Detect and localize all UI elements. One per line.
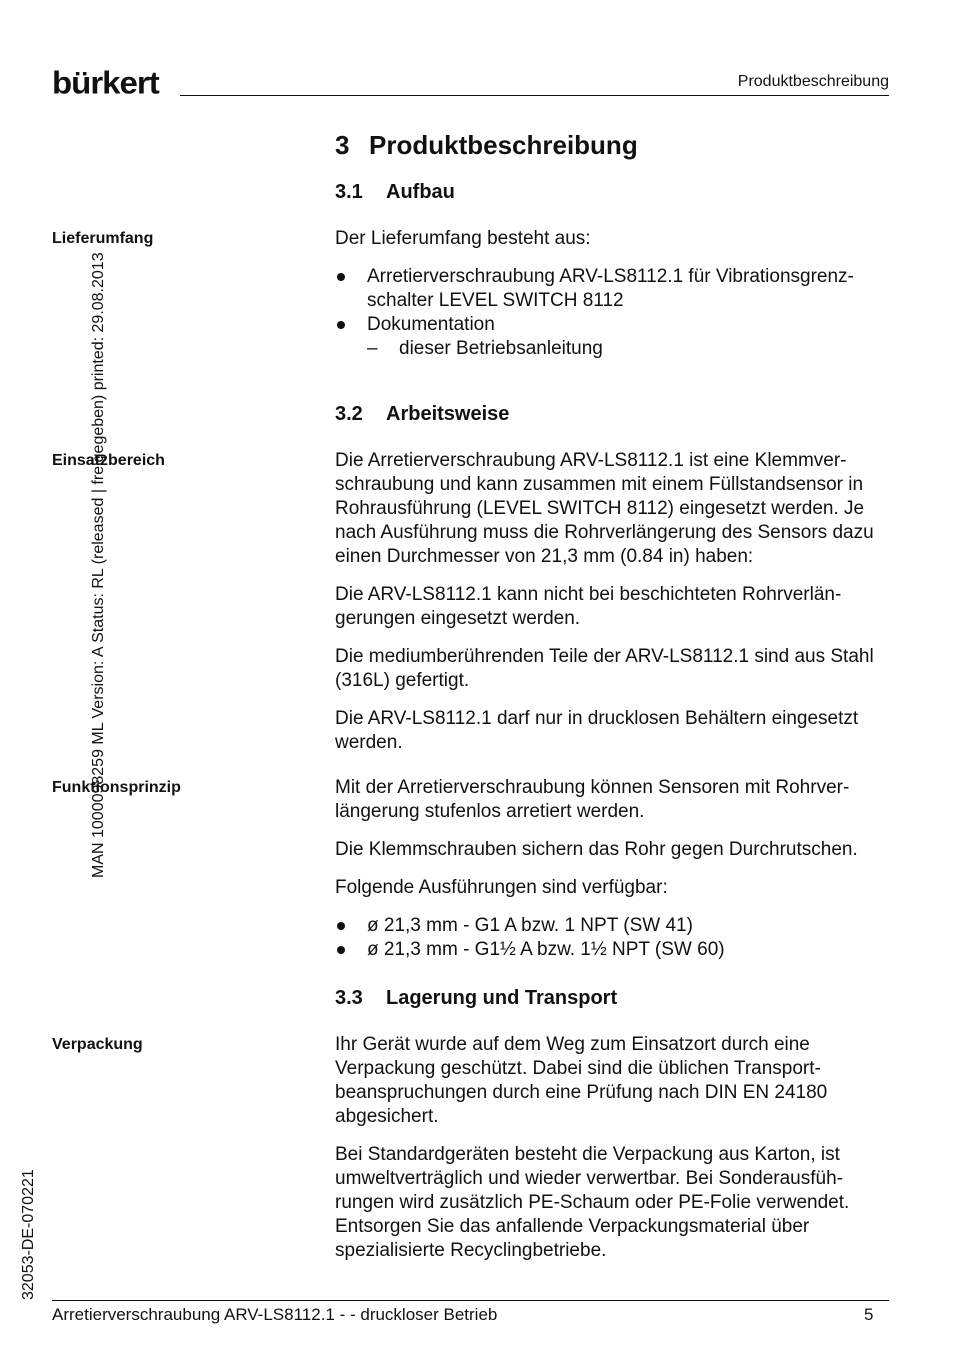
- section-3-3-body: [335, 1033, 891, 1263]
- sub-list-item: – dieser Betriebsanleitung: [335, 337, 891, 361]
- section-title: Lagerung und Transport: [386, 987, 618, 1009]
- section-3-2-heading: [335, 403, 509, 426]
- paragraph: Die ARV-LS8112.1 darf nur in drucklosen Behältern eingesetzt werden.: [335, 708, 859, 753]
- paragraph: Mit der Arretierverschraubung können Sensoren mit Rohrver-längerung stufenlos arretiert werden.: [335, 777, 850, 822]
- vertical-print-note: MAN 1000098259 ML Version: A Status: RL (released | freigegeben) printed: 29.08.2013: [90, 252, 107, 878]
- section-number: 3.3: [335, 987, 363, 1009]
- vertical-doc-id: 32053-DE-070221: [20, 1169, 37, 1300]
- paragraph: Bei Standardgeräten besteht die Verpackung aus Karton, ist umweltverträglich und wieder verwertbar. Bei Sonderausfüh-rungen wird zusätzlich PE-Schaum oder PE-Folie verwendet. Entsorgen Sie das anfallende Verpackungsmaterial über spezialisierte Recyclingbetriebe.: [335, 1144, 850, 1261]
- section-title: Aufbau: [386, 181, 455, 203]
- paragraph: Der Lieferumfang besteht aus:: [335, 228, 591, 249]
- section-title: Arbeitsweise: [386, 403, 510, 425]
- section-number: 3.1: [335, 181, 363, 203]
- section-3-2-body-b: [335, 776, 891, 962]
- sidelabel-funktionsprinzip: Funktionsprinzip: [52, 779, 181, 796]
- paragraph: Die Klemmschrauben sichern das Rohr gegen Durchrutschen.: [335, 839, 858, 860]
- header-rule: [180, 95, 889, 96]
- footer-document-title: Arretierverschraubung ARV-LS8112.1 - - druckloser Betrieb: [52, 1305, 498, 1324]
- list-item: Arretierverschraubung ARV-LS8112.1 für Vibrationsgrenz-schalter LEVEL SWITCH 8112: [335, 265, 891, 313]
- list-item: Dokumentation: [335, 313, 891, 337]
- footer-rule: [52, 1300, 889, 1301]
- section-3-3-heading: [335, 987, 617, 1010]
- buerkert-logo: bürkert: [52, 64, 159, 101]
- section-number: 3.2: [335, 403, 363, 425]
- paragraph: Die mediumberührenden Teile der ARV-LS8112.1 sind aus Stahl (316L) gefertigt.: [335, 646, 874, 691]
- page-number: 5: [864, 1305, 874, 1324]
- section-3-1-heading: [335, 181, 455, 204]
- list-item: ø 21,3 mm - G1½ A bzw. 1½ NPT (SW 60): [335, 938, 891, 962]
- sidelabel-verpackung: Verpackung: [52, 1036, 143, 1053]
- section-3-1-body: [335, 227, 891, 361]
- section-3-2-body-a: [335, 449, 891, 755]
- header-section-title: Produktbeschreibung: [737, 73, 889, 90]
- list-item: ø 21,3 mm - G1 A bzw. 1 NPT (SW 41): [335, 914, 891, 938]
- chapter-title: Produktbeschreibung: [369, 130, 638, 160]
- paragraph: Die ARV-LS8112.1 kann nicht bei beschichteten Rohrverlän-gerungen eingesetzt werden.: [335, 584, 842, 629]
- chapter-number: 3: [335, 130, 350, 160]
- sidelabel-einsatzbereich: Einsatzbereich: [52, 452, 165, 469]
- paragraph: Die Arretierverschraubung ARV-LS8112.1 ist eine Klemmver-schraubung und kann zusammen mit einem Füllstandsensor in Rohrausführung (LEVEL SWITCH 8112) eingesetzt werden. Je nach Ausführung muss die Rohrverlängerung des Sensors dazu einen Durchmesser von 21,3 mm (0.84 in) haben:: [335, 450, 874, 567]
- sidelabel-lieferumfang: Lieferumfang: [52, 230, 154, 247]
- chapter-heading: [335, 130, 638, 161]
- paragraph: Ihr Gerät wurde auf dem Weg zum Einsatzort durch eine Verpackung geschützt. Dabei sind die üblichen Transport-beanspruchungen durch eine Prüfung nach DIN EN 24180 abgesichert.: [335, 1034, 828, 1127]
- paragraph: Folgende Ausführungen sind verfügbar:: [335, 877, 668, 898]
